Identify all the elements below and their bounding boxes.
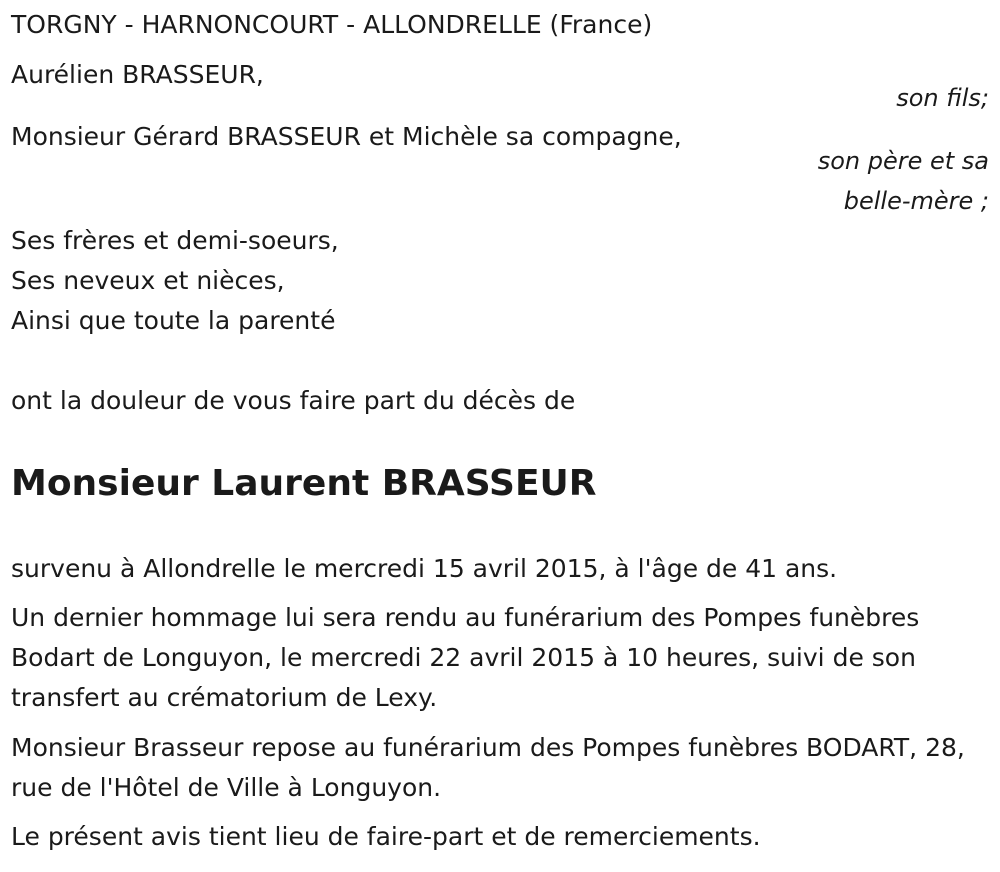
relation-father-line1: son père et sa: [817, 147, 989, 175]
relatives-family: Ainsi que toute la parenté: [11, 306, 336, 335]
relation-father-line2: belle-mère ;: [843, 187, 989, 215]
relatives-nephews: Ses neveux et nièces,: [11, 266, 285, 295]
relation-son: son fils;: [896, 84, 989, 112]
location-header: TORGNY - HARNONCOURT - ALLONDRELLE (France): [11, 10, 653, 39]
rest-location: Monsieur Brasseur repose au funérarium des Pompes funèbres BODART, 28, rue de l'Hôtel de Ville à Longuyon.: [11, 733, 965, 802]
ceremony-details: Un dernier hommage lui sera rendu au funérarium des Pompes funèbres Bodart de Longuyon, le mercredi 22 avril 2015 à 10 heures, suivi de son transfert au crématorium de Lexy.: [11, 603, 920, 712]
notice-text: Le présent avis tient lieu de faire-part et de remerciements.: [11, 822, 761, 851]
deceased-name: Monsieur Laurent BRASSEUR: [11, 463, 597, 504]
family-member-father: Monsieur Gérard BRASSEUR et Michèle sa compagne,: [11, 122, 682, 151]
announcement-text: ont la douleur de vous faire part du décès de: [11, 386, 576, 415]
death-details: survenu à Allondrelle le mercredi 15 avril 2015, à l'âge de 41 ans.: [11, 554, 838, 583]
family-member-son: Aurélien BRASSEUR,: [11, 60, 264, 89]
relatives-siblings: Ses frères et demi-soeurs,: [11, 226, 339, 255]
